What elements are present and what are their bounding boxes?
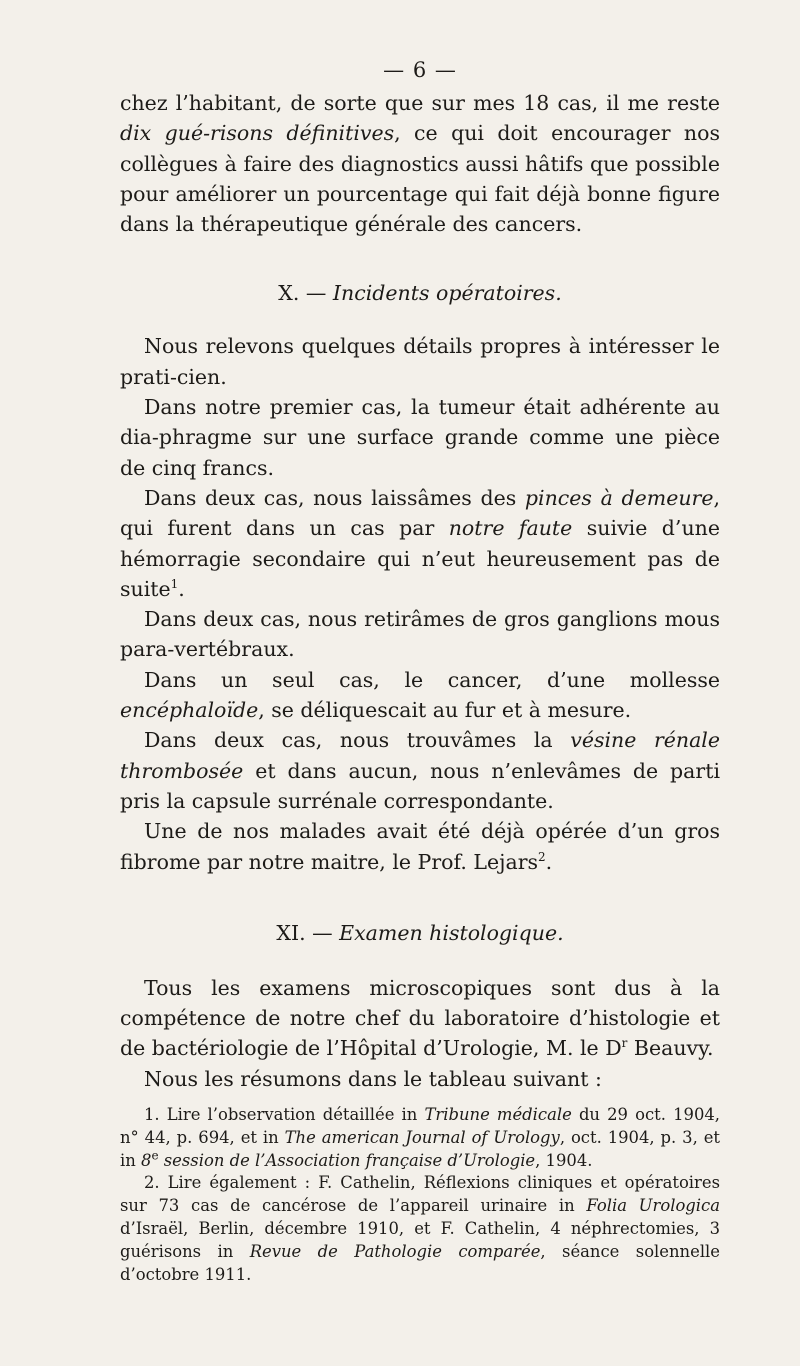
section-xi-heading — [120, 921, 720, 945]
xi-p1-sup: r — [621, 1036, 628, 1051]
section-x-heading — [120, 281, 720, 305]
fn2-e: , séance solennelle d’octobre 1911. — [120, 1241, 721, 1284]
section-x-number: X. — — [278, 281, 333, 306]
fn1-b: Tribune médicale — [424, 1105, 572, 1125]
fn1-g: e — [151, 1148, 159, 1163]
x-p3-a: Dans deux cas, nous laissâmes des — [144, 485, 525, 510]
x-paragraph-7 — [120, 816, 720, 877]
x-p3-e: suivie d’une hémorragie secondaire qui n’eut heureusement pas de suite — [120, 516, 720, 601]
xi-p1-b: Beauvy. — [627, 1036, 714, 1061]
x-p7-b: . — [545, 849, 553, 874]
xi-paragraph-1 — [120, 973, 720, 1064]
section-xi-number: XI. — — [276, 920, 340, 945]
fn2-b: Folia Urologica — [586, 1196, 720, 1216]
footnote-ref-1[interactable]: 1 — [170, 577, 179, 592]
section-x-title: Incidents opératoires. — [332, 281, 562, 306]
fn1-i: , 1904. — [535, 1150, 593, 1170]
fn1-f: 8 — [141, 1150, 152, 1170]
page-number: — 6 — — [383, 58, 457, 82]
x-p5-c: , se déliquescait au fur et à mesure. — [258, 698, 632, 723]
x-paragraph-4: Dans deux cas, nous retirâmes de gros ganglions mous para-vertébraux. — [120, 607, 720, 662]
footnote-1 — [120, 1104, 720, 1172]
fn1-h: session de l’Association française d’Urologie — [158, 1150, 536, 1170]
x-paragraph-1: Nous relevons quelques détails propres à intéresser le prati-cien. — [120, 334, 720, 389]
document-page — [120, 58, 720, 1286]
footnotes — [120, 1104, 720, 1286]
x-p6-a: Dans deux cas, nous trouvâmes la — [144, 728, 571, 753]
x-p3-d: notre faute — [448, 516, 573, 541]
fn2-c: d’Israël, Berlin, décembre 1910, et F. Cathelin, 4 néphrectomies, 3 guérisons in — [120, 1219, 720, 1261]
fn2-d: Revue de Pathologie comparée — [249, 1241, 541, 1261]
fn1-a: 1. Lire l’observation détaillée in — [144, 1105, 425, 1125]
footnote-ref-2[interactable]: 2 — [538, 849, 546, 864]
x-paragraph-3 — [120, 483, 720, 604]
x-paragraph-6 — [120, 725, 720, 816]
x-paragraph-2: Dans notre premier cas, la tumeur était adhérente au dia-phragme sur une surface grande comme une pièce de cinq francs. — [120, 395, 720, 480]
fn2-a: 2. Lire également : F. Cathelin, Réflexions cliniques et opératoires sur 73 cas de cancérose de l’appareil urinaire in — [120, 1173, 720, 1216]
x-p5-a: Dans un seul cas, le cancer, d’une mollesse — [144, 667, 720, 692]
x-p7-a: Une de nos malades avait été déjà opérée d’un gros fibrome par notre maitre, le Prof. Lejars — [120, 819, 720, 874]
x-p3-c: , qui furent dans un cas par — [120, 485, 720, 541]
intro-paragraph — [120, 88, 720, 239]
xi-p1-a: Tous les examens microscopiques sont dus à la compétence de notre chef du laboratoire d’histologie et de bactériologie de l’Hôpital d’Urologie, M. le D — [120, 975, 720, 1061]
fn1-e: , oct. 1904, p. 3, et in — [120, 1127, 721, 1170]
intro-emphasis: dix gué-risons définitives — [120, 121, 395, 146]
xi-paragraph-2: Nous les résumons dans le tableau suivant : — [144, 1066, 602, 1091]
x-p6-b: vésine rénale thrombosée — [120, 728, 720, 783]
fn1-d: The american Journal of Urology — [284, 1127, 560, 1147]
x-p3-b: pinces à demeure — [524, 485, 714, 510]
fn1-c: du 29 oct. 1904, n° 44, p. 694, et in — [120, 1105, 721, 1147]
x-p5-b: encéphaloïde — [120, 698, 259, 723]
section-xi-title: Examen histologique. — [339, 920, 564, 945]
x-p3-f: . — [178, 576, 185, 601]
intro-text-c: , ce qui doit encourager nos collègues à faire des diagnostics aussi hâtifs que possible pour améliorer un pourcentage qui fait déjà bonne figure dans la thérapeutique générale des cancers. — [120, 121, 720, 237]
intro-text-a: chez l’habitant, de sorte que sur mes 18 cas, il me reste — [120, 91, 720, 115]
x-p6-c: et dans aucun, nous n’enlevâmes de parti pris la capsule surrénale correspondante. — [120, 758, 720, 813]
x-paragraph-5 — [120, 665, 720, 726]
footnote-2 — [120, 1172, 720, 1286]
